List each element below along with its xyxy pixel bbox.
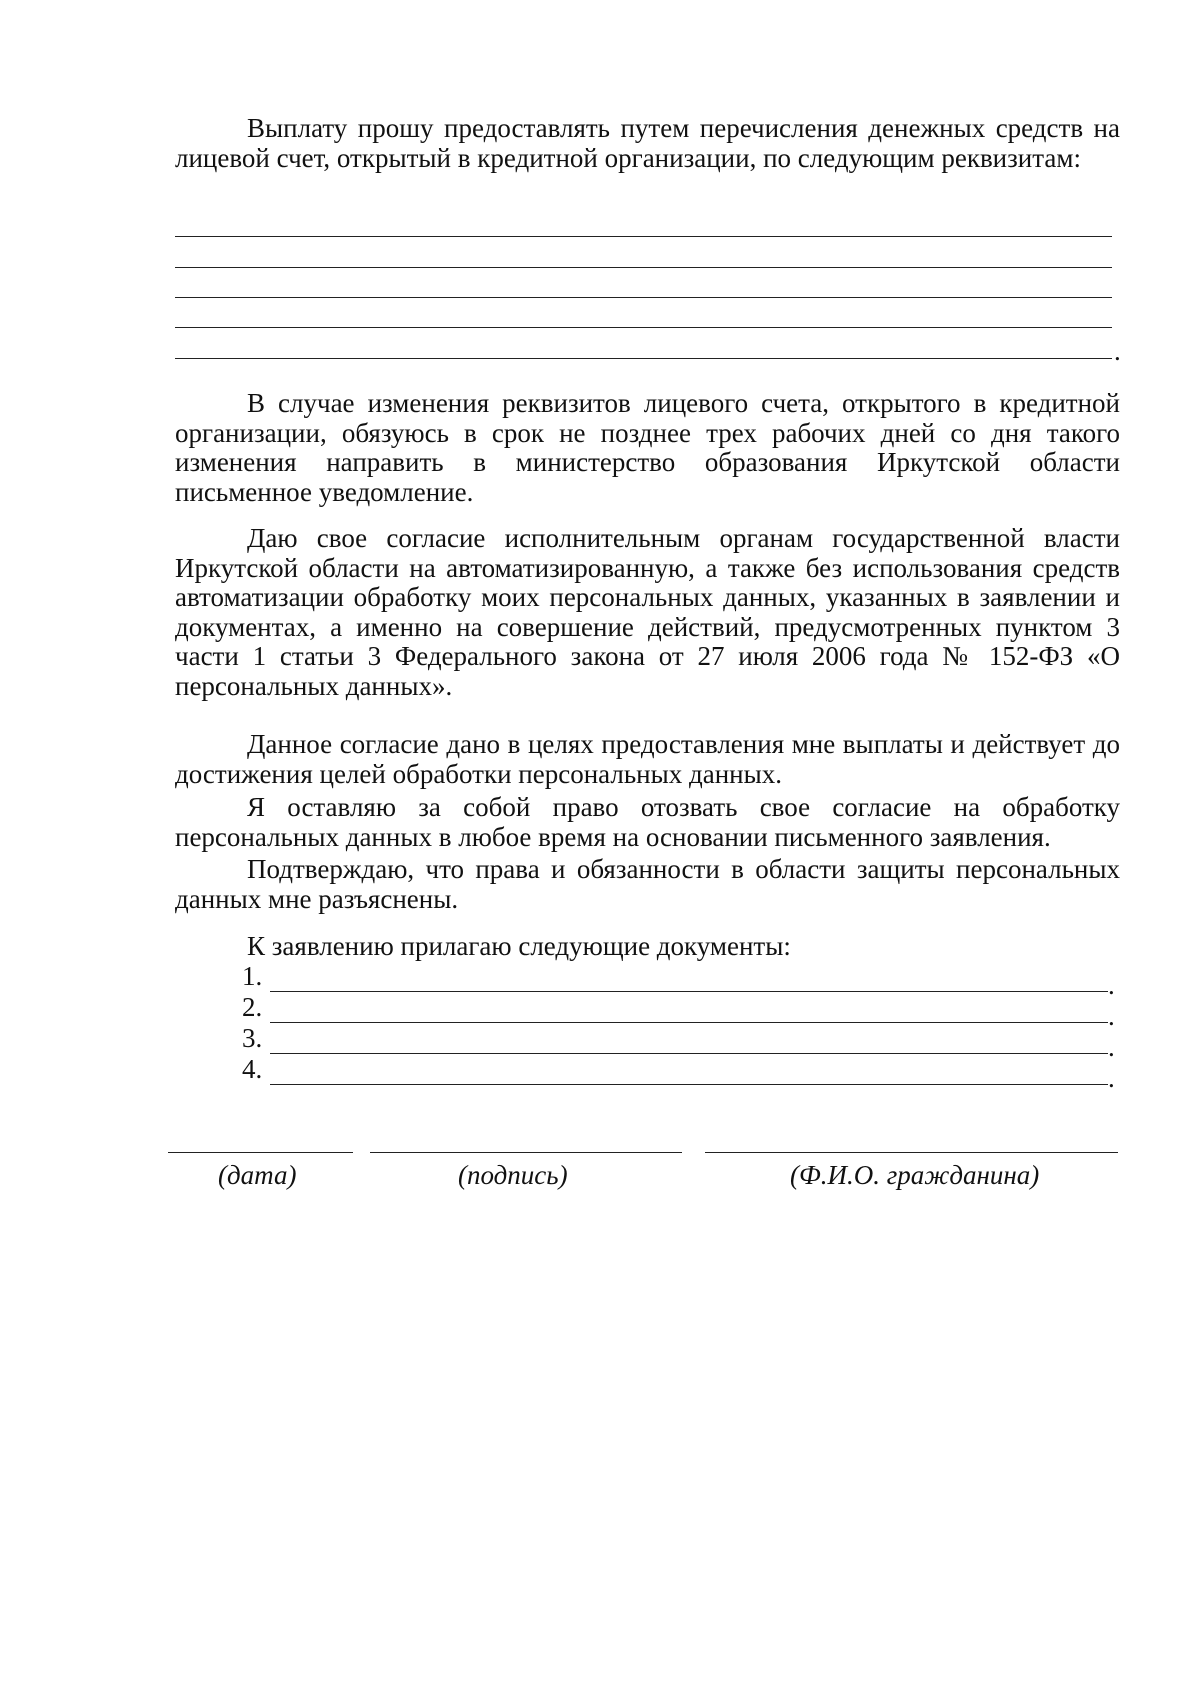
intro-paragraph: Выплату прошу предоставлять путем перечисления денежных средств на лицевой счет, открытый в кредитной организации, по следующим реквизитам:: [175, 113, 1120, 173]
document-number-2: 2.: [242, 992, 263, 1022]
document-line-3-period: .: [1108, 1032, 1115, 1062]
rights-explained-paragraph: Подтверждаю, что права и обязанности в области защиты персональных данных мне разъяснены.: [175, 854, 1120, 914]
signature-line[interactable]: [370, 1152, 682, 1153]
full-name-line[interactable]: [705, 1152, 1118, 1153]
document-line-2-period: .: [1108, 1001, 1115, 1031]
document-number-4: 4.: [242, 1054, 263, 1084]
date-line[interactable]: [168, 1152, 353, 1153]
document-line-3[interactable]: [270, 1053, 1108, 1054]
requisites-line-1[interactable]: [175, 236, 1112, 237]
account-change-paragraph: В случае изменения реквизитов лицевого счета, открытого в кредитной организации, обязуюсь в срок не позднее трех рабочих дней со дня такого изменения направить в министерство образования Иркутской области письменное уведомление.: [175, 388, 1120, 507]
document-line-4-period: .: [1108, 1063, 1115, 1093]
consent-withdrawal-paragraph: Я оставляю за собой право отозвать свое согласие на обработку персональных данных в любое время на основании письменного заявления.: [175, 792, 1120, 852]
requisites-line-2[interactable]: [175, 267, 1112, 268]
requisites-line-3[interactable]: [175, 297, 1112, 298]
document-number-1: 1.: [242, 961, 263, 991]
document-line-1[interactable]: [270, 991, 1108, 992]
requisites-line-4[interactable]: [175, 327, 1112, 328]
document-line-1-period: .: [1108, 970, 1115, 1000]
requisites-end-period: .: [1114, 336, 1121, 366]
consent-paragraph: Даю свое согласие исполнительным органам государственной власти Иркутской области на автоматизированную, а также без использования средств автоматизации обработку моих персональных данных, указанных в заявлении и документах, а именно на совершение действий, предусмотренных пунктом 3 части 1 статьи 3 Федерального закона от 27 июля 2006 года № 152-ФЗ «О персональных данных».: [175, 523, 1120, 701]
document-number-3: 3.: [242, 1023, 263, 1053]
date-caption: (дата): [218, 1160, 297, 1190]
document-line-2[interactable]: [270, 1022, 1108, 1023]
full-name-caption: (Ф.И.О. гражданина): [790, 1160, 1040, 1190]
document-line-4[interactable]: [270, 1084, 1108, 1085]
signature-caption: (подпись): [458, 1160, 568, 1190]
requisites-line-5[interactable]: [175, 358, 1112, 359]
documents-heading: К заявлению прилагаю следующие документы:: [247, 931, 791, 961]
consent-purpose-paragraph: Данное согласие дано в целях предоставления мне выплаты и действует до достижения целей обработки персональных данных.: [175, 729, 1120, 789]
